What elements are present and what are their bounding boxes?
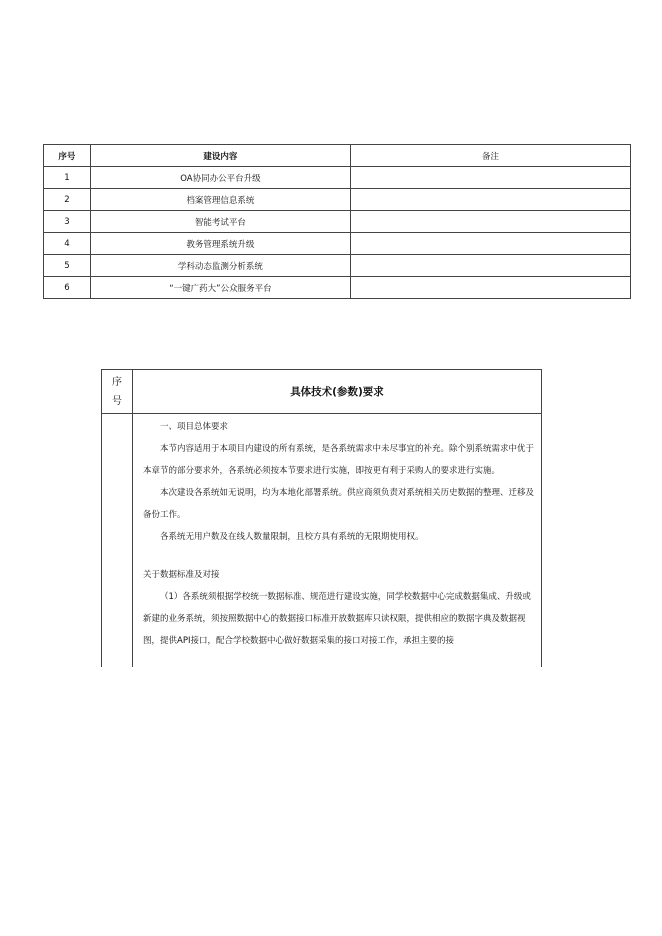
row-content: 档案管理信息系统 xyxy=(90,189,350,211)
requirements-body xyxy=(133,414,542,668)
row-content: 教务管理系统升级 xyxy=(90,233,350,255)
header-num-bottom: 号 xyxy=(112,395,122,407)
row-num: 4 xyxy=(44,233,91,255)
row-content: “一键广药大”公众服务平台 xyxy=(90,277,350,299)
header-content: 建设内容 xyxy=(90,145,350,167)
table-header-row xyxy=(102,370,542,414)
table-row xyxy=(44,189,631,211)
construction-content-table xyxy=(43,144,631,299)
row-content: 学科动态监测分析系统 xyxy=(90,255,350,277)
table-row xyxy=(44,255,631,277)
table-row xyxy=(102,414,542,668)
row-note xyxy=(350,255,630,277)
row-note xyxy=(350,189,630,211)
row-num: 2 xyxy=(44,189,91,211)
technical-requirements-table xyxy=(101,369,542,667)
table-row xyxy=(44,167,631,189)
row-num: 1 xyxy=(44,167,91,189)
table-row xyxy=(44,211,631,233)
paragraph-license: 各系统无用户数及在线人数量限制，且校方具有系统的无限期使用权。 xyxy=(160,532,424,542)
header-note: 备注 xyxy=(350,145,630,167)
row-num: 3 xyxy=(44,211,91,233)
row-num xyxy=(102,414,133,668)
section-title-overall: 一、项目总体要求 xyxy=(160,422,229,432)
row-num: 5 xyxy=(44,255,91,277)
row-note xyxy=(350,233,630,255)
row-note xyxy=(350,277,630,299)
table-row xyxy=(44,233,631,255)
paragraph-data-integration: （1）各系统须根据学校统一数据标准、规范进行建设实施，同学校数据中心完成数据集成、升级或新建的业务系统，须按照数据中心的数据接口标准开放数据库只读权限，提供相应的数据字典及数据视图，提供API接口，配合学校数据中心做好数据采集的接口对接工作，承担主要的接 xyxy=(143,592,531,646)
header-num-top: 序 xyxy=(112,376,122,388)
row-note xyxy=(350,167,630,189)
header-title: 具体技术(参数)要求 xyxy=(133,370,542,414)
header-num: 序号 xyxy=(44,145,91,167)
row-content: 智能考试平台 xyxy=(90,211,350,233)
table-row xyxy=(44,277,631,299)
blank-line xyxy=(143,548,536,564)
paragraph-deployment: 本次建设各系统如无说明，均为本地化部署系统。供应商须负责对系统相关历史数据的整理、迁移及备份工作。 xyxy=(143,488,535,520)
row-content: OA协同办公平台升级 xyxy=(90,167,350,189)
header-num xyxy=(102,370,133,414)
row-num: 6 xyxy=(44,277,91,299)
section-title-data-standard: 关于数据标准及对接 xyxy=(143,570,220,580)
table-header-row xyxy=(44,145,631,167)
row-note xyxy=(350,211,630,233)
paragraph-scope: 本节内容适用于本项目内建设的所有系统，是各系统需求中未尽事宜的补充。除个别系统需求中优于本章节的部分要求外，各系统必须按本节要求进行实施，即按更有利于采购人的要求进行实施。 xyxy=(143,444,535,476)
